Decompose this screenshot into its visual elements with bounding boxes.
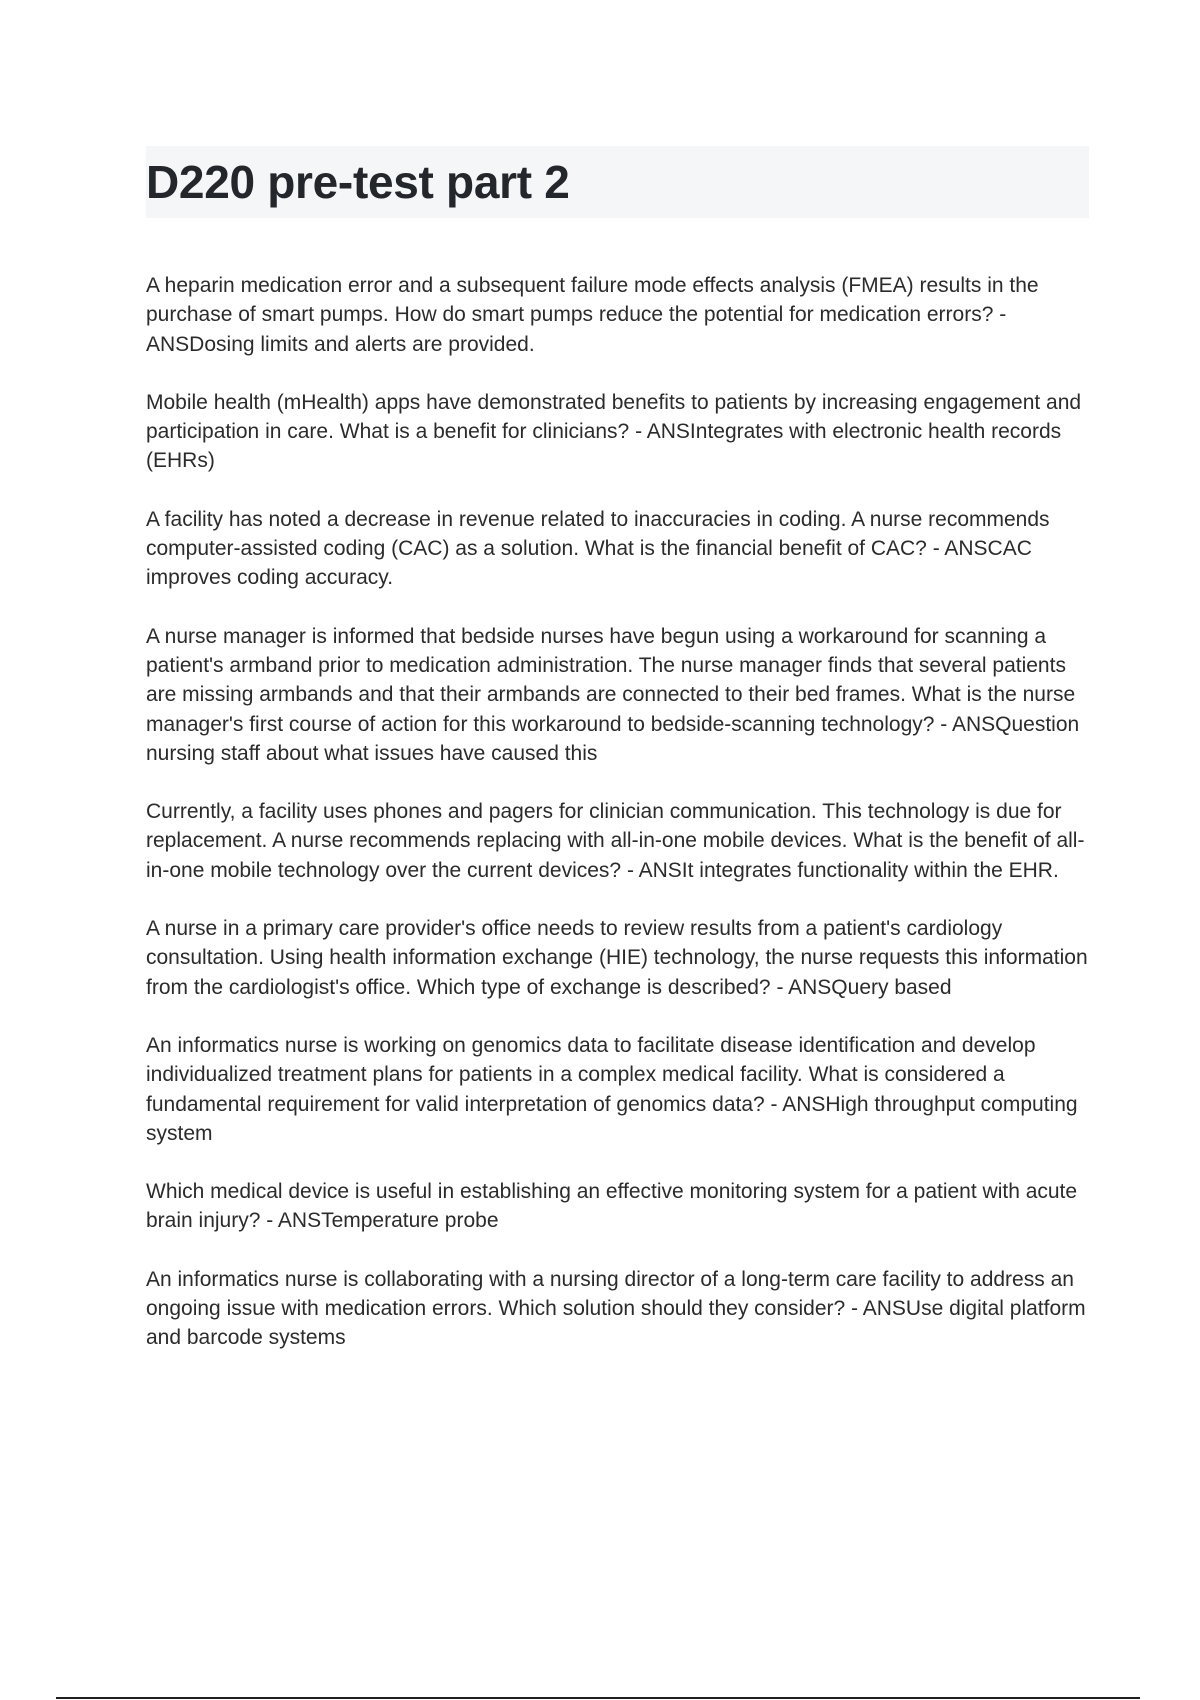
question-text: A facility has noted a decrease in revenue related to inaccuracies in coding. A nurse recommends computer-assisted coding (CAC) as a solution. What is the financial benefit of CAC? - (146, 507, 1050, 561)
answer-text: ANSHigh throughput computing system (146, 1092, 1078, 1145)
question-text: An informatics nurse is working on genomics data to facilitate disease identification and develop individualized treatment plans for patients in a complex medical facility. What is considered a fundamental requirement for valid interpretation of genomics data? - (146, 1033, 1036, 1116)
answer-text: ANSIt integrates functionality within the EHR. (638, 858, 1059, 882)
question-text: An informatics nurse is collaborating with a nursing director of a long-term care facility to address an ongoing issue with medication errors. Which solution should they consider? - (146, 1267, 1074, 1321)
answer-text: ANSIntegrates with electronic health records (EHRs) (146, 420, 1062, 473)
question-text: Mobile health (mHealth) apps have demonstrated benefits to patients by increasing engagement and participation in care. What is a benefit for clinicians? - (146, 390, 1082, 444)
qa-item-2 (146, 388, 1096, 476)
title-banner (146, 146, 1089, 218)
question-text: A heparin medication error and a subsequent failure mode effects analysis (FMEA) results in the purchase of smart pumps. How do smart pumps reduce the potential for medication errors? - (146, 274, 1039, 327)
answer-text: ANSQuestion nursing staff about what issues have caused this (146, 712, 1080, 765)
qa-item-9 (146, 1265, 1096, 1353)
qa-item-8 (146, 1177, 1096, 1236)
footer-divider (56, 1697, 1140, 1699)
answer-text: ANSQuery based (788, 975, 952, 999)
qa-item-3 (146, 505, 1096, 593)
question-text: A nurse in a primary care provider's office needs to review results from a patient's cardiology consultation. Using health information exchange (HIE) technology, the nurse requests this information from the cardiologist's office. Which type of exchange is described? - (146, 917, 1088, 999)
page-title: D220 pre-test part 2 (146, 156, 570, 208)
qa-item-7 (146, 1031, 1096, 1148)
qa-item-6 (146, 914, 1096, 1002)
question-text: Currently, a facility uses phones and pagers for clinician communication. This technology is due for replacement. A nurse recommends replacing with all-in-one mobile devices. What is the benefit of all-in-one mobile technology over the current devices? - (146, 800, 1085, 882)
question-text: Which medical device is useful in establishing an effective monitoring system for a patient with acute brain injury? - (146, 1180, 1078, 1233)
qa-item-5 (146, 797, 1096, 885)
answer-text: ANSUse digital platform and barcode systems (146, 1297, 1086, 1350)
answer-text: ANSDosing limits and alerts are provided. (146, 332, 535, 356)
question-list (146, 271, 1096, 1382)
qa-item-1 (146, 271, 1096, 359)
qa-item-4 (146, 622, 1096, 768)
question-text: A nurse manager is informed that bedside nurses have begun using a workaround for scanning a patient's armband prior to medication administration. The nurse manager finds that several patients are missing armbands and that their armbands are connected to their bed frames. What is the nurse manager's first course of action for this workaround to bedside-scanning technology? - (146, 624, 1076, 736)
answer-text: ANSCAC improves coding accuracy. (146, 537, 1032, 590)
answer-text: ANSTemperature probe (277, 1209, 499, 1233)
